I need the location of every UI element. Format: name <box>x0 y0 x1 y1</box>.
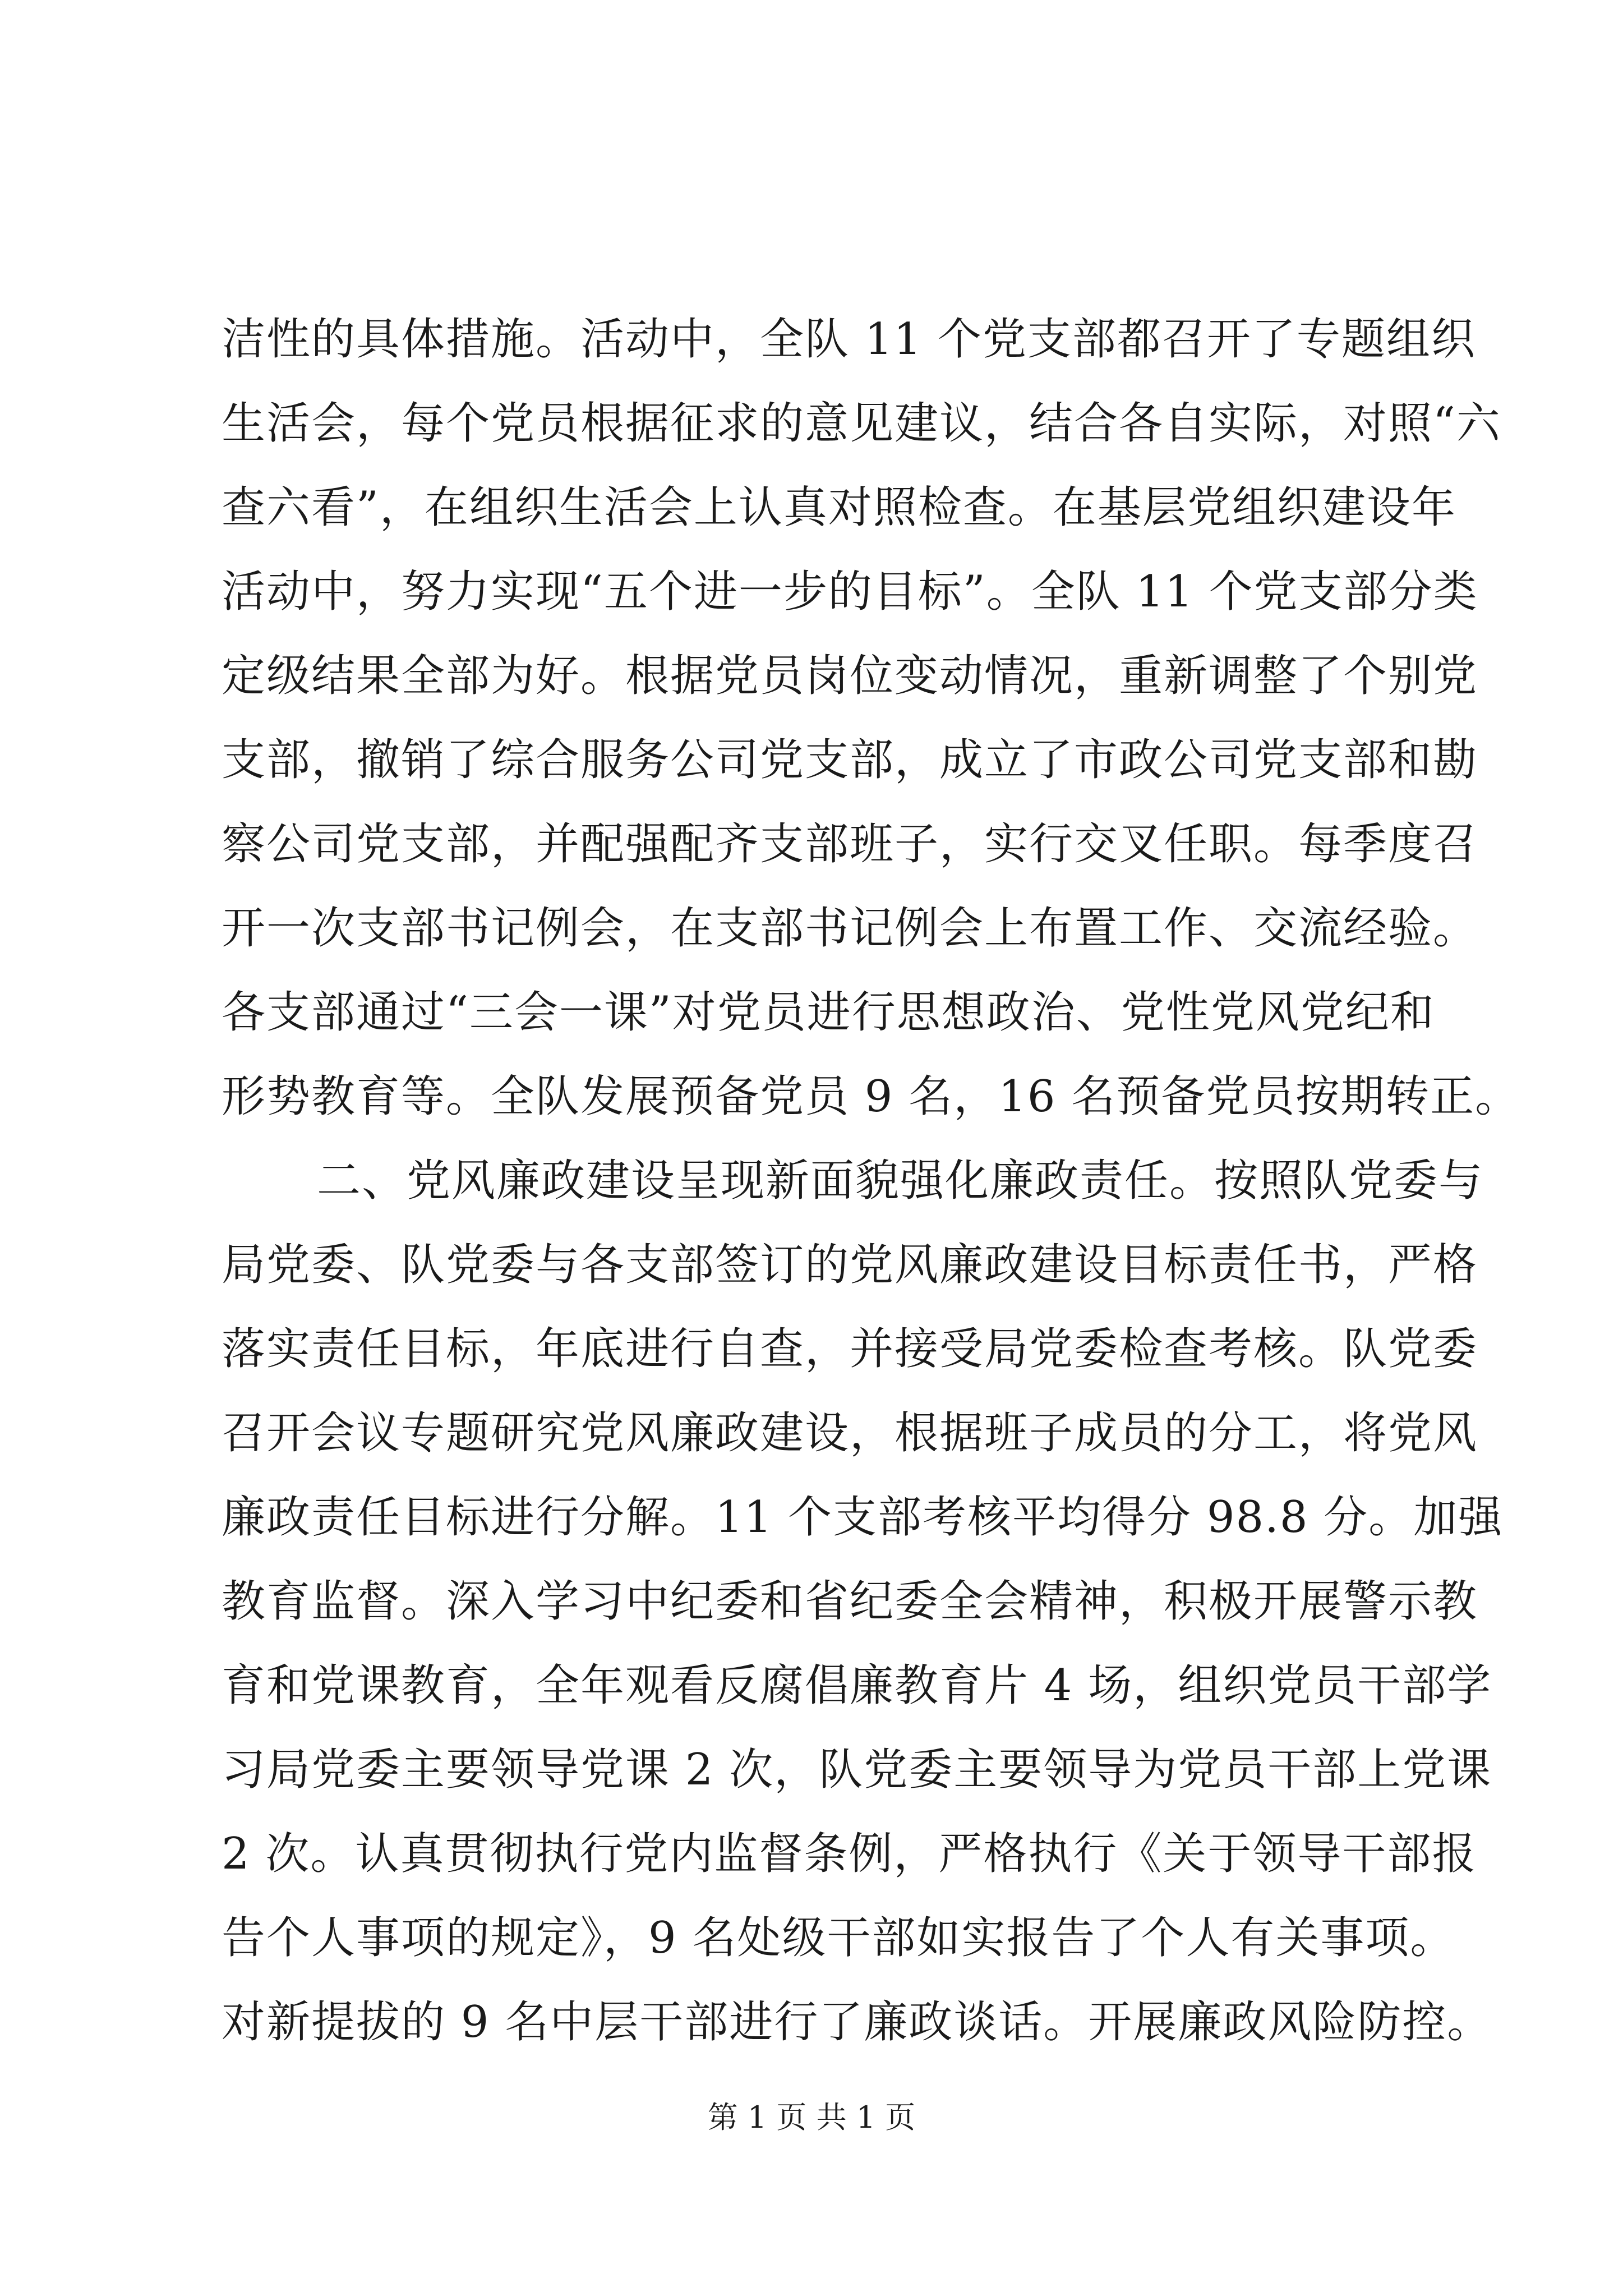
page-number-label: 第 1 页 共 1 页 <box>707 2100 916 2135</box>
text-line: 生活会，每个党员根据征求的意见建议，结合各自实际，对照“六 <box>222 398 1501 449</box>
body-text <box>222 297 1520 2064</box>
paragraph-heading-line: 二、党风廉政建设呈现新面貌强化廉政责任。按照队党委与 <box>317 1156 1484 1206</box>
text-line: 局党委、队党委与各支部签订的党风廉政建设目标责任书，严格 <box>222 1240 1478 1290</box>
text-line: 育和党课教育，全年观看反腐倡廉教育片 4 场，组织党员干部学 <box>222 1660 1492 1711</box>
text-line: 2 次。认真贯彻执行党内监督条例，严格执行《关于领导干部报 <box>222 1829 1477 1879</box>
text-line: 洁性的具体措施。活动中，全队 11 个党支部都召开了专题组织 <box>222 314 1476 365</box>
text-line: 各支部通过“三会一课”对党员进行思想政治、党性党风党纪和 <box>222 987 1435 1038</box>
text-line: 对新提拔的 9 名中层干部进行了廉政谈话。开展廉政风险防控。 <box>222 1997 1492 2047</box>
text-line: 召开会议专题研究党风廉政建设，根据班子成员的分工，将党风 <box>222 1408 1478 1458</box>
text-line: 习局党委主要领导党课 2 次，队党委主要领导为党员干部上党课 <box>222 1745 1492 1795</box>
text-line: 查六看”，在组织生活会上认真对照检查。在基层党组织建设年 <box>222 482 1456 533</box>
text-line: 察公司党支部，并配强配齐支部班子，实行交叉任职。每季度召 <box>222 819 1478 869</box>
text-line: 开一次支部书记例会，在支部书记例会上布置工作、交流经验。 <box>222 903 1478 954</box>
page-footer <box>0 2095 1623 2140</box>
text-line: 活动中，努力实现“五个进一步的目标”。全队 11 个党支部分类 <box>222 567 1478 617</box>
text-line: 定级结果全部为好。根据党员岗位变动情况，重新调整了个别党 <box>222 651 1478 701</box>
text-line: 廉政责任目标进行分解。11 个支部考核平均得分 98.8 分。加强 <box>222 1492 1504 1543</box>
text-line: 告个人事项的规定》，9 名处级干部如实报告了个人有关事项。 <box>222 1913 1455 1963</box>
text-line: 落实责任目标，年底进行自查，并接受局党委检查考核。队党委 <box>222 1324 1478 1374</box>
text-line: 教育监督。深入学习中纪委和省纪委全会精神，积极开展警示教 <box>222 1576 1478 1627</box>
text-line: 支部，撤销了综合服务公司党支部，成立了市政公司党支部和勘 <box>222 735 1478 785</box>
text-line: 形势教育等。全队发展预备党员 9 名，16 名预备党员按期转正。 <box>222 1071 1520 1122</box>
